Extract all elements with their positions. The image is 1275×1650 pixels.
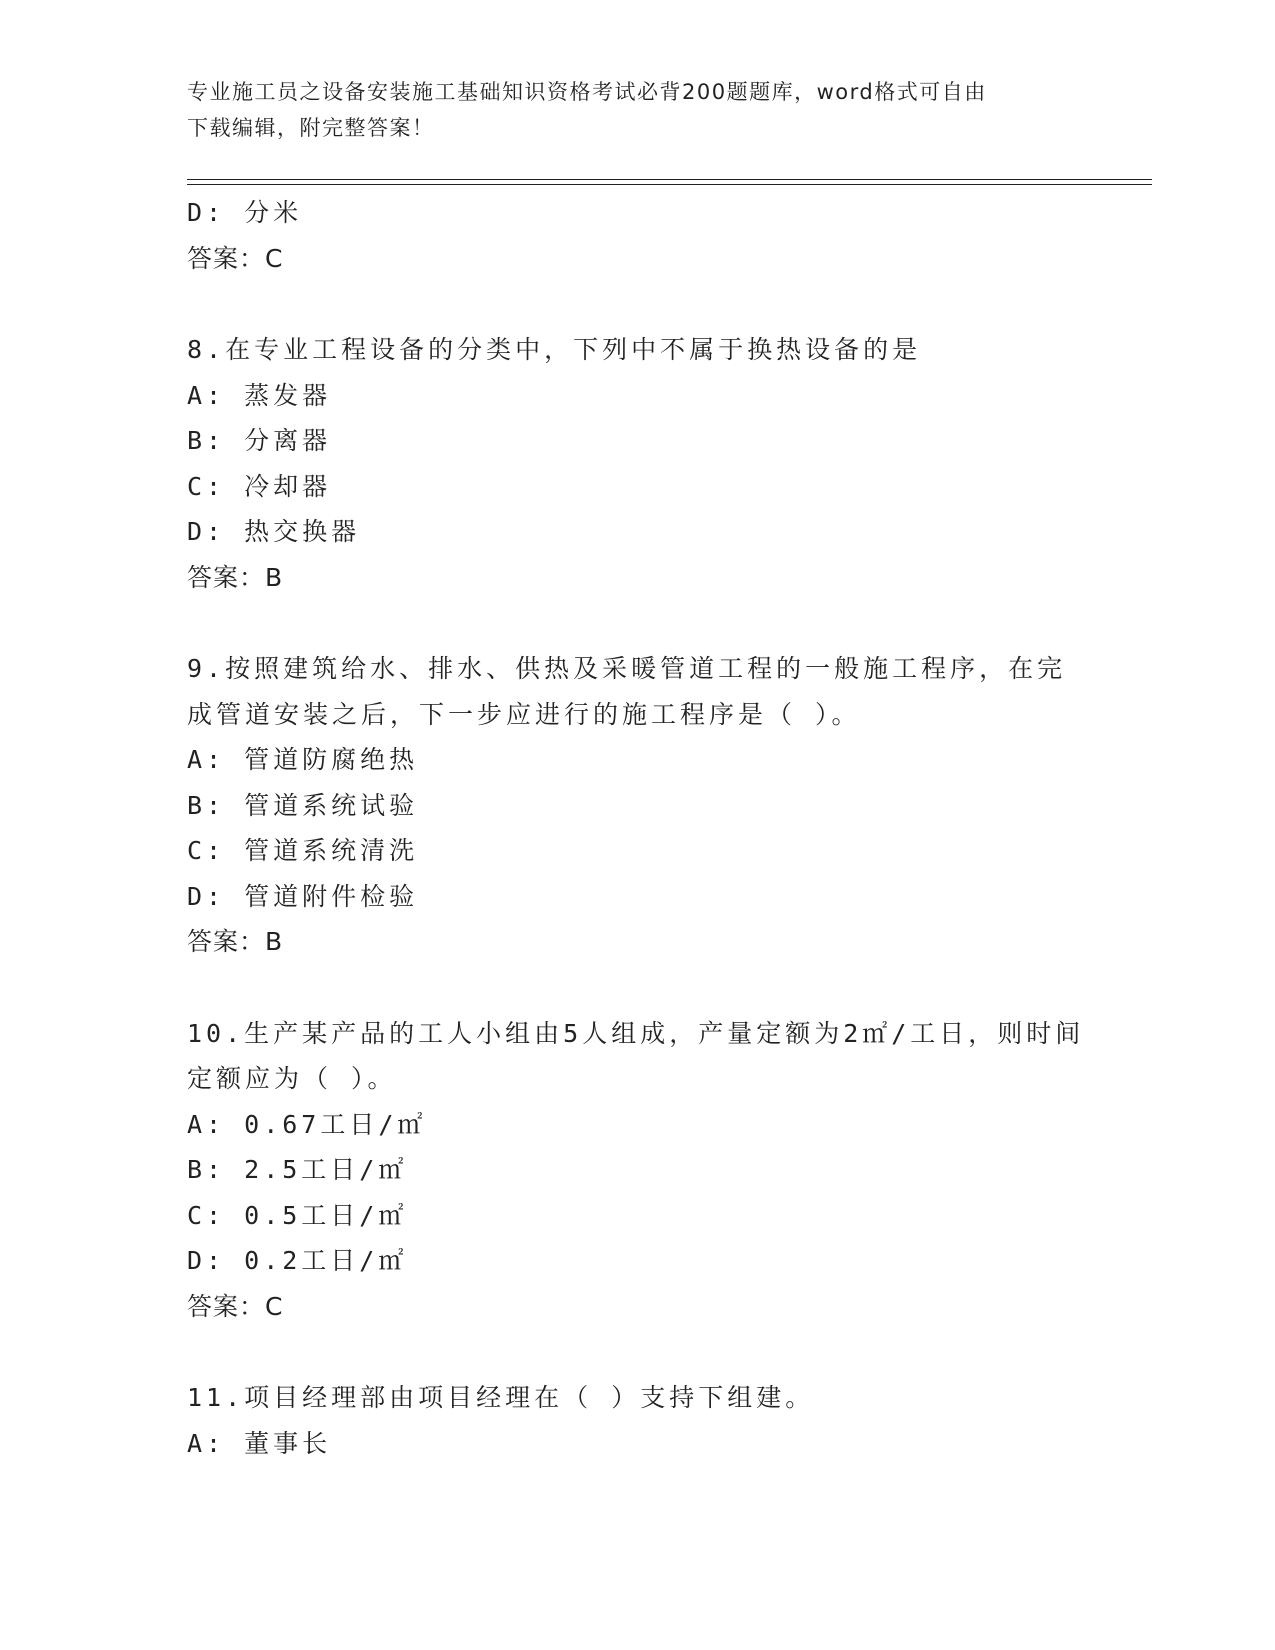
header-divider-bottom xyxy=(187,184,1152,185)
prev-answer: 答案：C xyxy=(187,243,284,273)
question-11 xyxy=(187,1375,1087,1466)
document-header xyxy=(187,74,1067,146)
option-b: B: 分离器 xyxy=(187,426,332,455)
question-9 xyxy=(187,646,1087,965)
prev-option-d: D: 分米 xyxy=(187,198,303,227)
option-a: A: 蒸发器 xyxy=(187,380,332,410)
answer: 答案：B xyxy=(187,927,284,956)
header-line-2: 下载编辑，附完整答案！ xyxy=(187,116,435,140)
option-b: B: 管道系统试验 xyxy=(187,790,419,820)
question-text-line-2: 定额应为（ ）。 xyxy=(187,1064,397,1093)
answer: 答案：C xyxy=(187,1291,284,1321)
option-b: B: 2.5工日/㎡ xyxy=(187,1155,408,1184)
question-text: 11.项目经理部由项目经理在（ ）支持下组建。 xyxy=(187,1383,815,1412)
option-a: A: 0.67工日/㎡ xyxy=(187,1109,427,1139)
spacer xyxy=(187,281,1087,327)
option-c: C: 冷却器 xyxy=(187,471,332,501)
option-a: A: 董事长 xyxy=(187,1428,332,1458)
question-text-line-1: 9.按照建筑给水、排水、供热及采暖管道工程的一般施工程序，在完 xyxy=(187,654,1067,683)
spacer xyxy=(187,1329,1087,1375)
spacer xyxy=(187,600,1087,646)
option-a: A: 管道防腐绝热 xyxy=(187,745,419,774)
option-d: D: 热交换器 xyxy=(187,517,361,546)
question-8 xyxy=(187,327,1087,600)
question-text: 8.在专业工程设备的分类中，下列中不属于换热设备的是 xyxy=(187,335,922,364)
header-line-1: 专业施工员之设备安装施工基础知识资格考试必背200题题库，word格式可自由 xyxy=(187,80,987,104)
question-10 xyxy=(187,1011,1087,1330)
option-c: C: 管道系统清洗 xyxy=(187,836,419,865)
option-d: D: 0.2工日/㎡ xyxy=(187,1246,408,1275)
option-d: D: 管道附件检验 xyxy=(187,881,419,911)
option-c: C: 0.5工日/㎡ xyxy=(187,1200,408,1230)
answer: 答案：B xyxy=(187,562,284,592)
question-list xyxy=(187,190,1087,1466)
spacer xyxy=(187,965,1087,1011)
question-text-line-1: 10.生产某产品的工人小组由5人组成，产量定额为2㎡/工日，则时间 xyxy=(187,1018,1085,1048)
question-text-line-2: 成管道安装之后，下一步应进行的施工程序是（ ）。 xyxy=(187,699,861,729)
header-divider-top xyxy=(187,179,1152,180)
